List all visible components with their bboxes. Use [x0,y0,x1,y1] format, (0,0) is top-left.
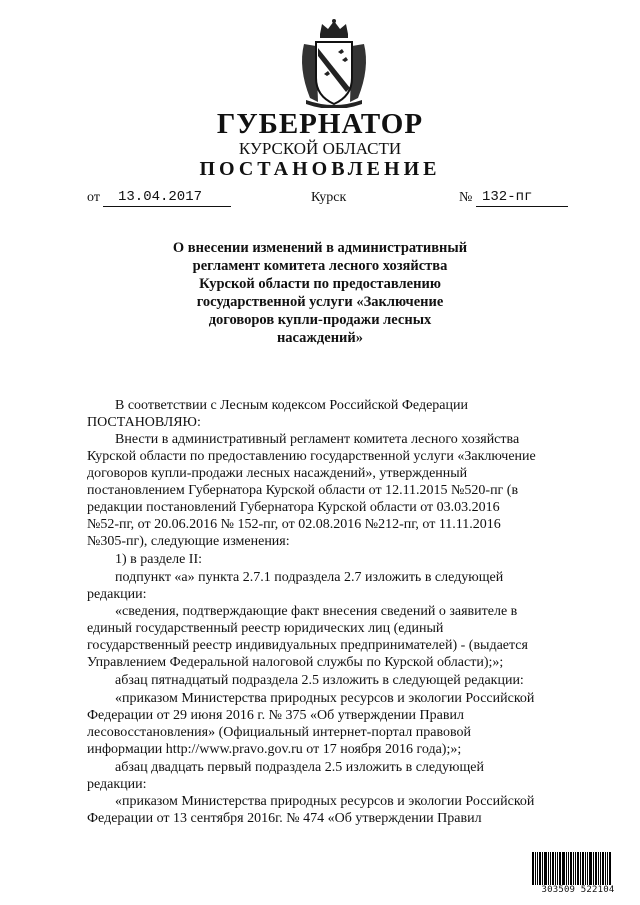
barcode-bar [593,852,594,885]
barcode-bar [532,852,534,885]
barcode-bar [544,852,547,885]
barcode-bar [577,852,579,885]
barcode-bar [585,852,586,885]
barcode-bar [609,852,611,885]
barcode-bar [575,852,576,885]
barcode-bar [589,852,592,885]
barcode-bar [542,852,543,885]
date-prefix: от [87,190,100,205]
barcode-number: 303509 522104 [541,885,615,895]
body-line: «приказом Министерства природных ресурсов и экологии Российской [115,691,535,706]
body-line: редакции: [87,777,147,792]
barcode-bar [582,852,584,885]
body-line: единый государственный реестр юридических лиц (единый [87,621,444,636]
body-line: редакции постановлений Губернатора Курской области от 03.03.2016 [87,500,500,515]
body-line: постановлением Губернатора Курской области от 12.11.2015 №520-пг (в [87,483,519,498]
barcode-bar [550,852,551,885]
decree-number: 132-пг [482,189,533,205]
body-line: абзац пятнадцатый подраздела 2.5 изложить в следующей редакции: [115,673,524,688]
barcode-bar [598,852,599,885]
city-name: Курск [311,190,347,205]
barcode-bar [566,852,567,885]
number-prefix: № [459,190,473,205]
barcode-bar [537,852,538,885]
body-line: 1) в разделе II: [115,552,203,567]
body-line: государственный реестр индивидуальных предпринимателей) - (выдается [87,638,528,653]
body-line: №52-пг, от 20.06.2016 № 152-пг, от 02.08.2016 №212-пг, от 11.11.2016 [87,517,501,532]
subject-line: Курской области по предоставлению [199,276,441,292]
subject-line: государственной услуги «Заключение [196,294,444,310]
body-line: Внести в административный регламент комитета лесного хозяйства [115,432,520,447]
subject-line: регламент комитета лесного хозяйства [192,258,448,274]
barcode-bar [607,852,608,885]
document-type: ПОСТАНОВЛЕНИЕ [199,158,441,180]
decree-date: 13.04.2017 [118,189,203,205]
barcode-bar [573,852,574,885]
barcode-bars [532,852,624,885]
number-underline [476,206,568,207]
body-line: договоров купли-продажи лесных насаждений», утвержденный [87,466,468,481]
body-line: «сведения, подтверждающие факт внесения сведений о заявителе в [115,604,518,619]
body-line: Федерации от 13 сентября 2016г. № 474 «Об утверждении Правил [87,811,482,826]
barcode-bar [587,852,588,885]
subject-line: договоров купли-продажи лесных [208,312,432,328]
body-line: №305-пг), следующие изменения: [87,534,290,549]
subject-line: насаждений» [276,330,364,346]
coat-of-arms-emblem [296,18,372,108]
body-line: информации http://www.pravo.gov.ru от 17 ноября 2016 года);»; [87,742,462,757]
barcode-bar [552,852,554,885]
barcode-bar [605,852,606,885]
barcode-bar [580,852,581,885]
body-line: лесовосстановления» (Официальный интернет-портал правовой [87,725,471,740]
barcode-bar [570,852,572,885]
barcode-bar [559,852,561,885]
barcode-bar [539,852,541,885]
barcode-bar [595,852,597,885]
region-name: КУРСКОЙ ОБЛАСТИ [238,139,402,158]
barcode [532,852,624,896]
document-title: ГУБЕРНАТОР [216,108,424,140]
barcode-bar [562,852,565,885]
barcode-bar [602,852,604,885]
barcode-bar [557,852,558,885]
barcode-bar [568,852,569,885]
barcode-bar [535,852,536,885]
subject-line: О внесении изменений в административный [172,240,468,256]
barcode-bar [600,852,601,885]
body-line: подпункт «а» пункта 2.7.1 подраздела 2.7 изложить в следующей [115,570,504,585]
body-line: Управлением Федеральной налоговой службы по Курской области);»; [87,655,504,670]
body-line: «приказом Министерства природных ресурсов и экологии Российской [115,794,535,809]
body-line: ПОСТАНОВЛЯЮ: [87,415,201,430]
barcode-bar [555,852,556,885]
body-line: В соответствии с Лесным кодексом Российской Федерации [115,398,468,413]
body-line: Федерации от 29 июня 2016 г. № 375 «Об утверждении Правил [87,708,464,723]
date-underline [103,206,231,207]
barcode-bar [548,852,549,885]
body-line: Курской области по предоставлению государственной услуги «Заключение [87,449,536,464]
body-line: абзац двадцать первый подраздела 2.5 изложить в следующей [115,760,484,775]
body-line: редакции: [87,587,147,602]
